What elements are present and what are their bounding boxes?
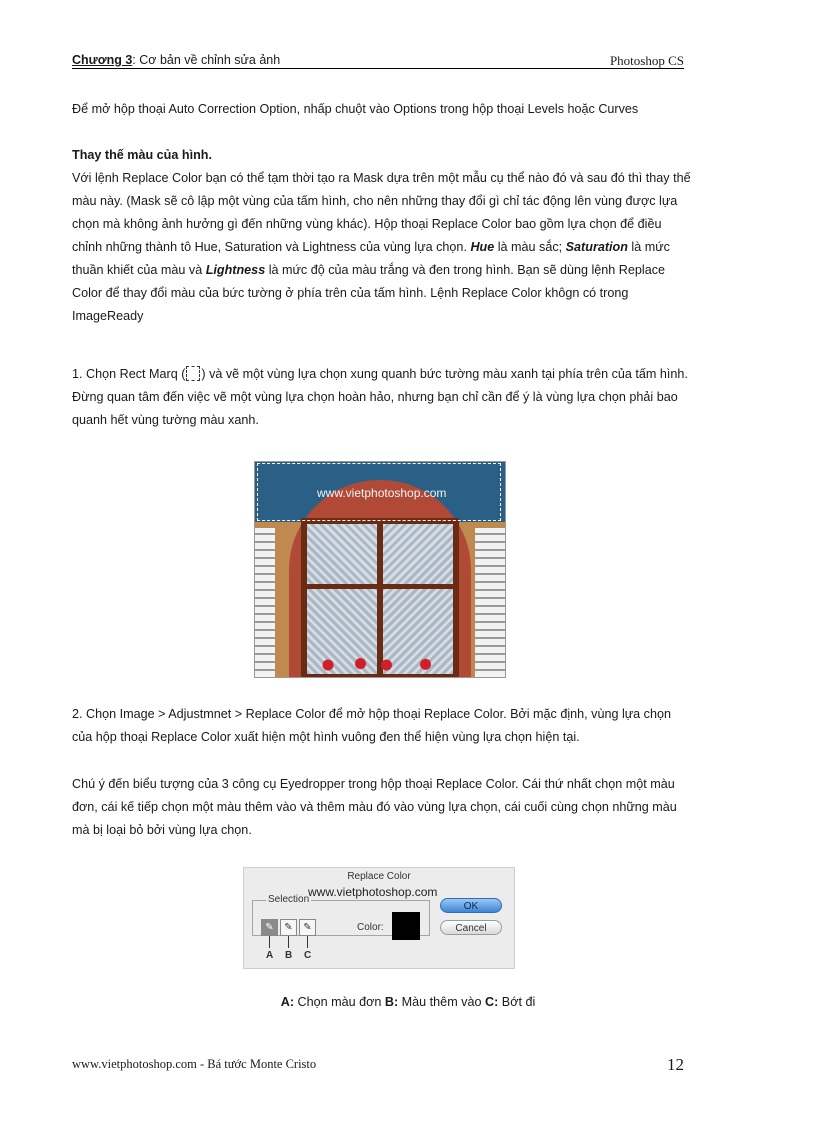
- para-part-3: là mức thuần khiết của màu và: [72, 240, 670, 277]
- section-paragraph: [72, 167, 692, 328]
- pointer-line-c: [307, 936, 308, 948]
- caption-b-label: B:: [384, 995, 399, 1009]
- rect-marquee-icon: [186, 366, 200, 381]
- page-footer: www.vietphotoshop.com - Bá tước Monte Cristo: [72, 1057, 317, 1071]
- intro-text: Để mở hộp thoại Auto Correction Option, nhấp chuột vào Options trong hộp thoại Levels hoặc Curves: [72, 102, 639, 116]
- intro-paragraph: [72, 98, 692, 121]
- window-mullion: [377, 520, 383, 678]
- section-heading: Thay thế màu của hình.: [72, 148, 212, 162]
- chapter-title: [72, 53, 280, 67]
- tool-letter-b: B: [285, 950, 293, 961]
- step-1-part-b: ) và vẽ một vùng lựa chọn xung quanh bức tường màu xanh tại phía trên của tấm hình. Đừng quan tâm đến việc vẽ một vùng lựa chọn hoàn hảo, nhưng bạn chỉ cần để ý là vùng lựa chọn phải bao quanh hết vùng tường màu xanh.: [72, 367, 688, 427]
- step-2-text: 2. Chọn Image > Adjustmnet > Replace Color để mở hộp thoại Replace Color. Bởi mặc định, vùng lựa chọn của hộp thoại Replace Color xuất hiện một hình vuông đen thể hiện vùng lựa chọn hiện tại.: [72, 707, 671, 744]
- pointer-line-b: [288, 936, 289, 948]
- shutter-left: [255, 528, 275, 677]
- window-glass-right: [383, 524, 453, 674]
- step-1: [72, 363, 692, 432]
- page-header: [72, 52, 684, 69]
- window-transom: [301, 584, 459, 589]
- pointer-line-a: [269, 936, 270, 948]
- step-1-part-a: 1. Chọn Rect Marq (: [72, 367, 186, 381]
- tool-letter-a: A: [266, 950, 274, 961]
- step-2: [72, 703, 692, 749]
- para-part-1: Với lệnh Replace Color bạn có thể tạm thời tạo ra Mask dựa trên một mẫu cụ thể nào đó và sau đó thì thay thế màu này. (Mask sẽ cô lập một vùng của tấm hình, cho nên những thay đổi gì chỉ tác động lên vùng được lựa chọn mà không ảnh hưởng gì đến những vùng khác). Hộp thoại Replace Color bao gồm lựa chọn để điều chỉnh những thành tô Hue, Saturation và Lightness của vùng lựa chọn.: [72, 171, 691, 254]
- eyedropper-note: [72, 773, 692, 842]
- dialog-title: Replace Color: [347, 871, 411, 882]
- ok-button[interactable]: OK: [440, 898, 502, 913]
- section-replace-color: [72, 144, 692, 328]
- dialog-watermark: www.vietphotoshop.com: [308, 885, 438, 899]
- step-1-text: [72, 363, 692, 432]
- header-app-name: Photoshop CS: [609, 53, 684, 68]
- shutter-right: [475, 528, 505, 677]
- para-part-2: là màu sắc;: [494, 240, 563, 254]
- cancel-button[interactable]: Cancel: [440, 920, 502, 935]
- tool-letter-c: C: [304, 950, 312, 961]
- selection-label: Selection: [268, 894, 310, 905]
- dialog-caption: [0, 995, 816, 1009]
- window-photo: [254, 461, 506, 678]
- eyedropper-icon[interactable]: ✎: [261, 919, 278, 936]
- color-swatch[interactable]: [392, 912, 420, 940]
- eyedropper-plus-icon[interactable]: ✎: [280, 919, 297, 936]
- eyedropper-minus-icon[interactable]: ✎: [299, 919, 316, 936]
- replace-color-dialog: [243, 867, 515, 969]
- chapter-number: Chương 3: [72, 53, 133, 67]
- term-saturation: Saturation: [565, 240, 628, 254]
- caption-c-text: Bớt đi: [498, 995, 536, 1009]
- color-label: Color:: [357, 922, 384, 933]
- note-text: Chú ý đến biểu tượng của 3 công cụ Eyedropper trong hộp thoại Replace Color. Cái thứ nhất chọn một màu đơn, cái kế tiếp chọn một màu thêm vào và thêm màu đó vào vùng lựa chọn, cái cuối cùng chọn những màu mà bị loại bỏ bởi vùng lựa chọn.: [72, 777, 677, 837]
- photo-watermark: www.vietphotoshop.com: [317, 486, 447, 500]
- para-part-4: là mức độ của màu trắng và đen trong hình. Bạn sẽ dùng lệnh Replace Color để thay đổi màu của bức tường ở phía trên của tấm hình. Lệnh Replace Color khôgn có trong ImageReady: [72, 263, 665, 323]
- caption-b-text: Màu thêm vào: [398, 995, 485, 1009]
- caption-a-text: Chọn màu đơn: [294, 995, 385, 1009]
- window-glass-left: [307, 524, 377, 674]
- caption-a-label: A:: [280, 995, 295, 1009]
- term-hue: Hue: [470, 240, 495, 254]
- caption-c-label: C:: [485, 995, 499, 1009]
- term-lightness: Lightness: [205, 263, 266, 277]
- page-number: 12: [667, 1055, 684, 1074]
- chapter-name: : Cơ bản về chỉnh sửa ảnh: [132, 53, 281, 67]
- flowers: [315, 658, 445, 672]
